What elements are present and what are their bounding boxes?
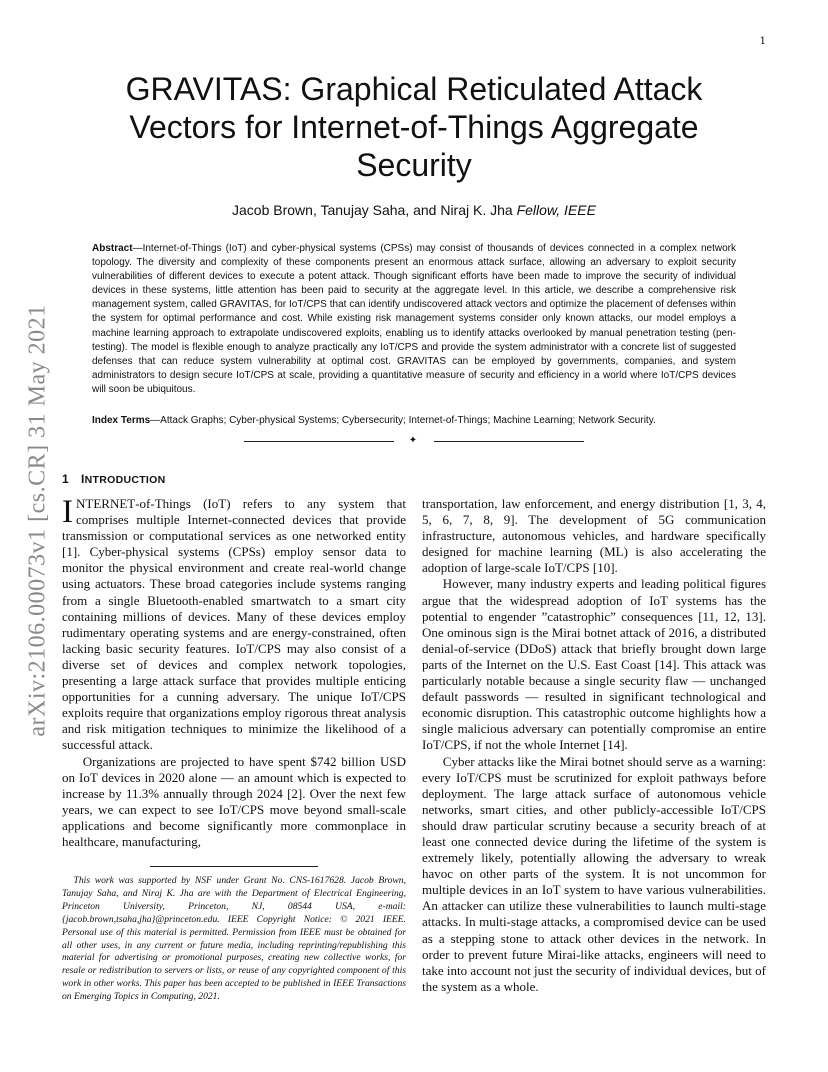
arxiv-identifier-text: arXiv:2106.00073v1 [cs.CR] 31 May 2021 (24, 303, 51, 737)
section-title-rest: NTRODUCTION (84, 474, 166, 486)
abstract-text: —Internet-of-Things (IoT) and cyber-physical systems (CPSs) may consist of thousands of devices connected in a complex network topology. The diversity and complexity of these components present an enormous attack surface, allowing an adversary to exploit security vulnerabilities of different devices to execute a potent attack. Though significant efforts have been made to improve the security of individual devices in these systems, little attention has been paid to security at the aggregate level. In this article, we describe a comprehensive risk management system, called GRAVITAS, for IoT/CPS that can identify undiscovered attack vectors and optimize the placement of defenses within the system for optimal performance and cost. While existing risk management systems consider only known attacks, our model employs a machine learning approach to extrapolate undiscovered exploits, enabling us to identify attacks overlooked by manual penetration testing (pen-testing). The model is flexible enough to analyze practically any IoT/CPS and provide the system administrator with a concrete list of suggested defenses that can reduce system vulnerability at optimal cost. GRAVITAS can be employed by governments, companies, and system administrators to design secure IoT/CPS at scale, providing a quantitative measure of security and efficiency in a world where IoT/CPS devices will soon be ubiquitous. (92, 243, 736, 395)
separator-line-left (244, 441, 394, 442)
section-number: 1 (62, 472, 69, 486)
body-paragraph-1 (62, 496, 406, 754)
body-paragraph-2: Organizations are projected to have spent $742 billion USD on IoT devices in 2020 alone — an amount which is expected to increase by 11.3% annually through 2024 [2]. Over the next few years, we can expect to see IoT/CPS move beyond small-scale applications and become significantly more commonplace in healthcare, manufacturing, (62, 753, 406, 849)
body-paragraph-4: Cyber attacks like the Mirai botnet should serve as a warning: every IoT/CPS must be scrutinized for exploit pathways before deployment. The large attack surface of autonomous vehicle networks, smart cities, and other publicly-accessible IoT/CPS should draw particular scrutiny because a security breach of at least one connected device during the lifetime of the system is extremely likely, potentially allowing the adversary to wreak havoc on other parts of the system. It is not uncommon for multiple devices in an IoT system to have various vulnerabilities. An attacker can utilize these vulnerabilities to launch multi-stage attacks. In multi-stage attacks, a compromised device can be used as a stepping stone to attack other devices in the network. In order to prevent future Mirai-like attacks, engineers will need to take into account not just the security of individual devices, but of the system as a whole. (422, 753, 766, 994)
section-title-initial: I (80, 472, 85, 486)
author-names: Jacob Brown, Tanujay Saha, and Niraj K. Jha (232, 202, 513, 218)
separator-line-right (434, 441, 584, 442)
author-line (100, 202, 728, 218)
body-column-left (62, 496, 406, 850)
abstract-label: Abstract (92, 243, 133, 254)
dropcap-continuation: NTERNET (76, 496, 136, 511)
page-number: 1 (759, 36, 766, 47)
dropcap-letter: I (62, 494, 73, 530)
section-separator (244, 434, 584, 448)
index-terms (92, 414, 736, 428)
paper-title: GRAVITAS: Graphical Reticulated Attack Vectors for Internet-of-Things Aggregate Security (125, 71, 703, 183)
body-column-right (422, 496, 766, 995)
footnote-rule (150, 866, 318, 867)
body-paragraph-3: However, many industry experts and leading political figures argue that the widespread adoption of IoT systems has the potential to engender ”catastrophic” consequences [11, 12, 13]. One ominous sign is the Mirai botnet attack of 2016, a distributed denial-of-service (DDoS) attack that briefly brought down large parts of the Internet on the U.S. East Coast [14]. This attack was particularly notable because a single security flaw — unchanged default passwords — resulted in significant technological and economic disruption. This catastrophic outcome highlights how a single malicious adversary can potentially compromise an entire IoT/CPS, if not the whole Internet [14]. (422, 576, 766, 753)
body-paragraph-1-text: -of-Things (IoT) refers to any system that comprises multiple Internet-connected devices that provide transmission or computational services as one networked entity [1]. Cyber-physical systems (CPSs) employ sensor data to monitor the physical environment and create real-world change using actuators. These broad categories include systems ranging from a single Bluetooth-enabled smartwatch to a smart city containing millions of devices. Many of these devices employ rudimentary operating systems and are energy-constrained, often lacking basic security features. IoT/CPS may also consist of a diverse set of devices and complex network topologies, presenting a large attack surface that provides multiple enticing opportunities for a cunning adversary. The unique IoT/CPS exploits require that organizations employ rigorous threat analysis and risk mitigation techniques to minimize the likelihood of a successful attack. (62, 496, 406, 753)
author-fellow-note: Fellow, IEEE (516, 202, 596, 218)
body-paragraph-2-continued: transportation, law enforcement, and energy distribution [1, 3, 4, 5, 6, 7, 8, 9]. The development of 5G communication infrastructure, autonomous vehicles, and hardware specifically designed for machine learning (ML) is also accelerating the adoption of large-scale IoT/CPS [10]. (422, 496, 766, 576)
footnote (62, 875, 406, 1004)
section-heading-introduction (62, 472, 166, 486)
footnote-text: This work was supported by NSF under Grant No. CNS-1617628. Jacob Brown, Tanujay Saha, and Niraj K. Jha are with the Department of Electrical Engineering, Princeton University, Princeton, NJ, 08544 USA, e-mail:{jacob.brown,tsaha,jha}@princeton.edu. IEEE Copyright Notice: © 2021 IEEE. Personal use of this material is permitted. Permission from IEEE must be obtained for all other uses, in any current or future media, including reprinting/republishing this material for advertising or promotional purposes, creating new collective works, for resale or redistribution to servers or lists, or reuse of any copyrighted component of this work in other works. This paper has been accepted to be published in IEEE Transactions on Emerging Topics in Computing, 2021. (62, 875, 406, 1003)
abstract (92, 242, 736, 397)
index-terms-text: —Attack Graphs; Cyber-physical Systems; Cybersecurity; Internet-of-Things; Machine Learning; Network Security. (150, 415, 656, 426)
arxiv-identifier-stamp (8, 250, 68, 790)
separator-diamond-icon: ✦ (408, 435, 418, 446)
index-terms-label: Index Terms (92, 415, 151, 426)
